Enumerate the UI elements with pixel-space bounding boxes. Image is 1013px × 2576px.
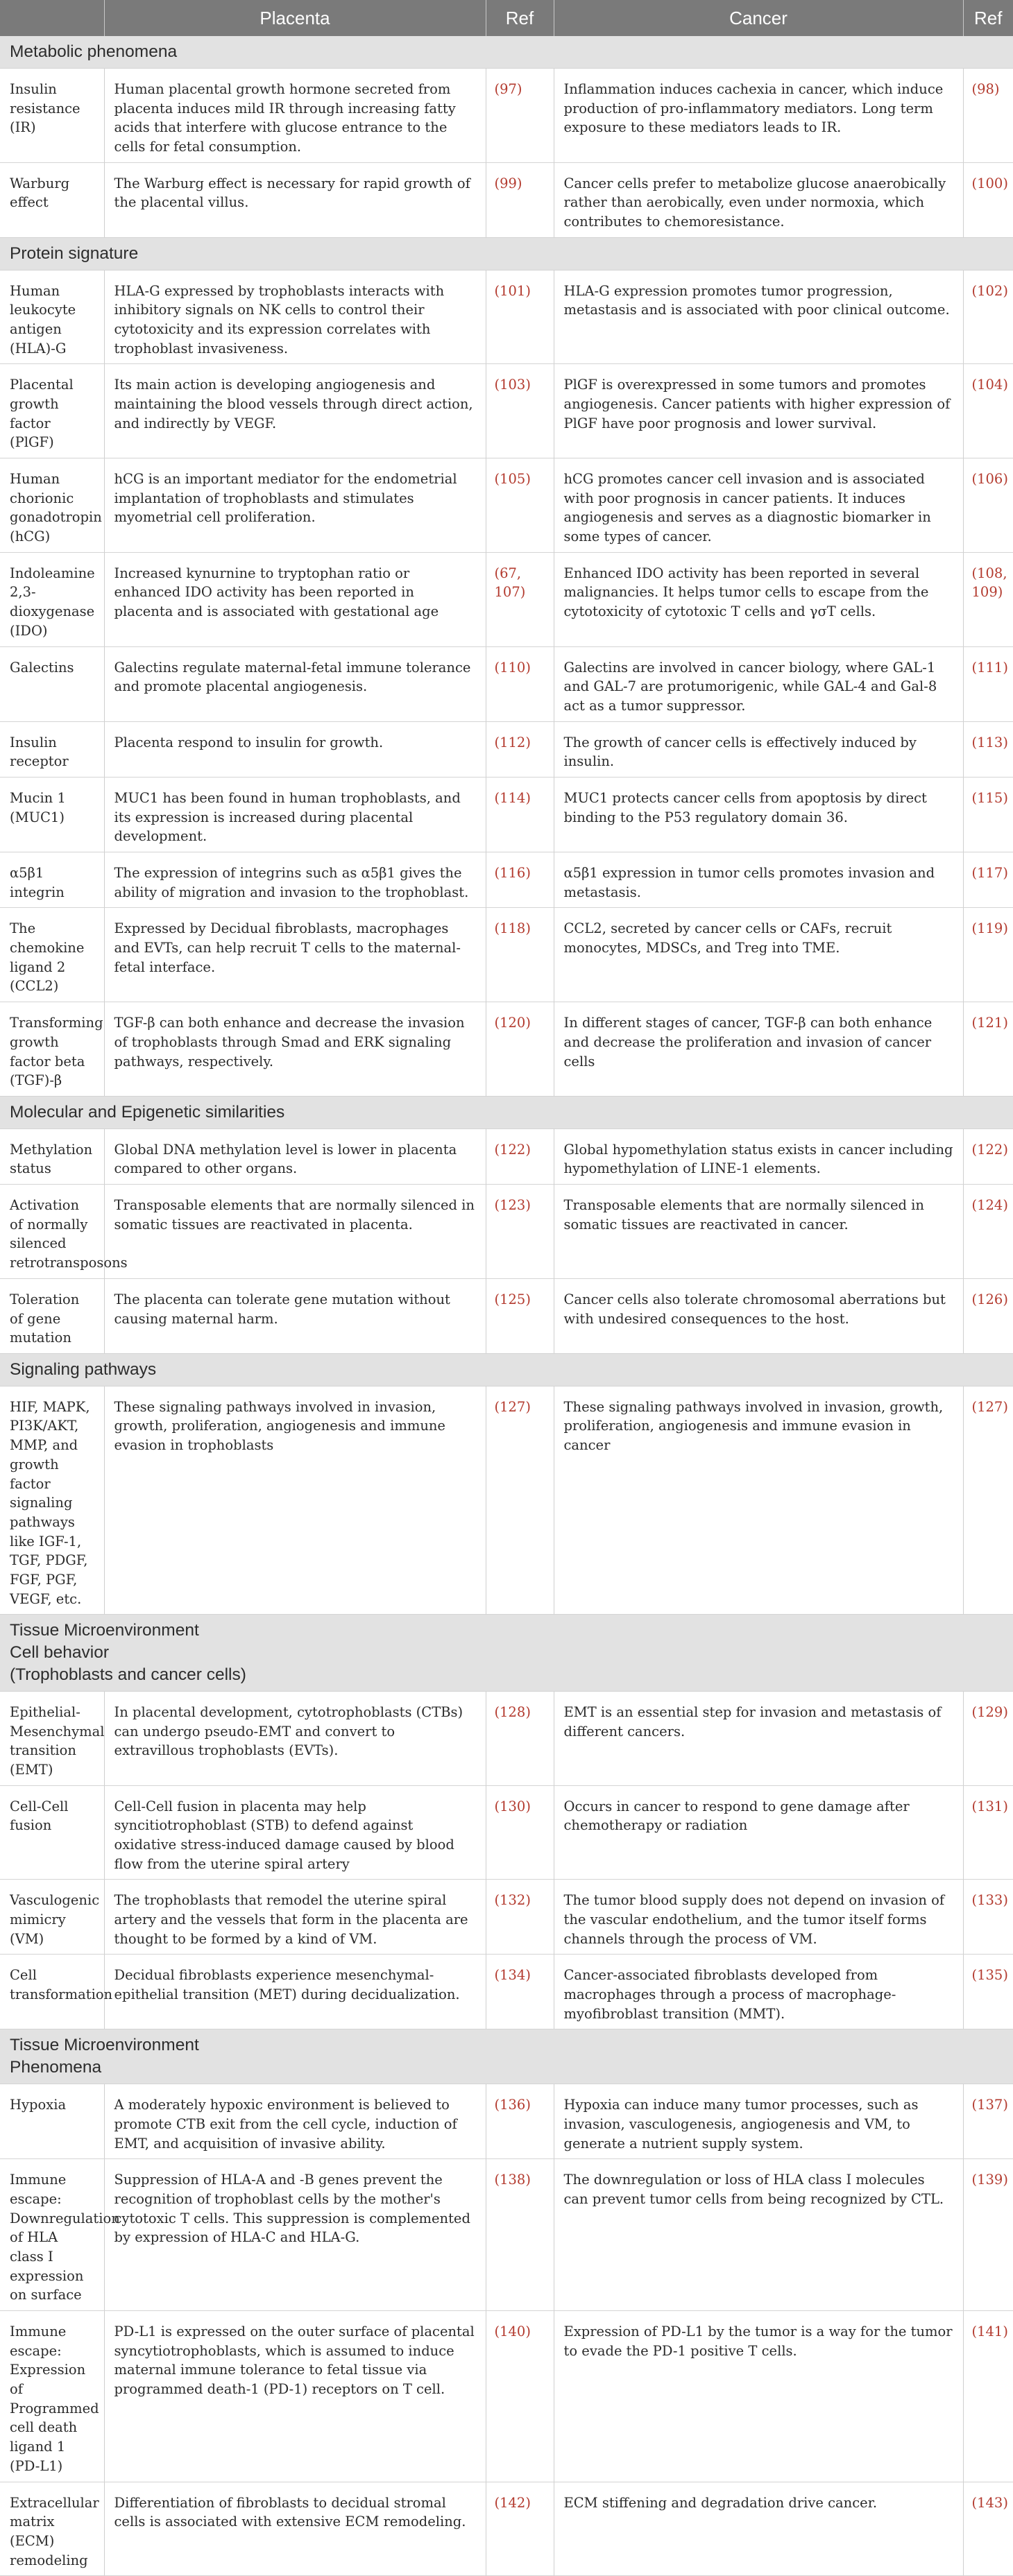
feature-cell: α5β1 integrin: [0, 852, 104, 908]
placenta-cell: The expression of integrins such as α5β1 gives the ability of migration and invasion to the trophoblast.: [104, 852, 486, 908]
feature-cell: Human chorionic gonadotropin (hCG): [0, 458, 104, 553]
cancer-cell: Cancer cells prefer to metabolize glucose anaerobically rather than aerobically, even under normoxia, which contributes to chemoresistance.: [554, 162, 963, 237]
cancer-ref-link[interactable]: (131): [963, 1785, 1013, 1880]
feature-cell: Epithelial-Mesenchymal transition (EMT): [0, 1691, 104, 1785]
cancer-cell: In different stages of cancer, TGF-β can both enhance and decrease the proliferation and invasion of cancer cells: [554, 1002, 963, 1097]
header-ref-placenta: Ref: [486, 0, 554, 36]
placenta-ref-link[interactable]: (67, 107): [486, 552, 554, 646]
cancer-ref-link[interactable]: (108, 109): [963, 552, 1013, 646]
section-title: Signaling pathways: [10, 1359, 157, 1379]
feature-cell: Warburg effect: [0, 162, 104, 237]
feature-cell: Placental growth factor (PlGF): [0, 364, 104, 458]
cancer-ref-link[interactable]: (129): [963, 1691, 1013, 1785]
placenta-cell: These signaling pathways involved in invasion, growth, proliferation, angiogenesis and immune evasion in trophoblasts: [104, 1386, 486, 1615]
header-cancer: Cancer: [554, 0, 963, 36]
cancer-cell: Expression of PD-L1 by the tumor is a way for the tumor to evade the PD-1 positive T cells.: [554, 2311, 963, 2482]
placenta-cell: Differentiation of fibroblasts to decidual stromal cells is associated with extensive ECM remodeling.: [104, 2482, 486, 2576]
placenta-ref-link[interactable]: (118): [486, 908, 554, 1002]
table-row: [0, 777, 1013, 852]
table-row: [0, 1128, 1013, 1184]
cancer-ref-link[interactable]: (124): [963, 1185, 1013, 1279]
feature-cell: HIF, MAPK, PI3K/AKT, MMP, and growth factor signaling pathways like IGF-1, TGF, PDGF, FGF, PGF, VEGF, etc.: [0, 1386, 104, 1615]
table-row: [0, 1185, 1013, 1279]
cancer-cell: ECM stiffening and degradation drive cancer.: [554, 2482, 963, 2576]
feature-cell: Cell-Cell fusion: [0, 1785, 104, 1880]
header-feature: [0, 0, 104, 36]
cancer-cell: PlGF is overexpressed in some tumors and promotes angiogenesis. Cancer patients with higher expression of PlGF have poor prognosis and lower survival.: [554, 364, 963, 458]
cancer-ref-link[interactable]: (139): [963, 2159, 1013, 2311]
placenta-cell: Decidual fibroblasts experience mesenchymal-epithelial transition (MET) during decidualization.: [104, 1955, 486, 2029]
feature-cell: Vasculogenic mimicry (VM): [0, 1880, 104, 1955]
cancer-ref-link[interactable]: (121): [963, 1002, 1013, 1097]
cancer-ref-link[interactable]: (113): [963, 721, 1013, 777]
cancer-ref-link[interactable]: (100): [963, 162, 1013, 237]
feature-cell: Immune escape: Expression of Programmed cell death ligand 1 (PD-L1): [0, 2311, 104, 2482]
section-header-row: [0, 237, 1013, 270]
cancer-cell: The downregulation or loss of HLA class I molecules can prevent tumor cells from being recognized by CTL.: [554, 2159, 963, 2311]
section-header-row: [0, 36, 1013, 68]
section-title-cell: [0, 36, 1013, 68]
feature-cell: Immune escape: Downregulation of HLA class I expression on surface: [0, 2159, 104, 2311]
cancer-ref-link[interactable]: (122): [963, 1128, 1013, 1184]
cancer-ref-link[interactable]: (133): [963, 1880, 1013, 1955]
feature-cell: Activation of normally silenced retrotransposons: [0, 1185, 104, 1279]
placenta-ref-link[interactable]: (132): [486, 1880, 554, 1955]
cancer-cell: These signaling pathways involved in invasion, growth, proliferation, angiogenesis and immune evasion in cancer: [554, 1386, 963, 1615]
feature-cell: Transforming growth factor beta (TGF)-β: [0, 1002, 104, 1097]
placenta-ref-link[interactable]: (114): [486, 777, 554, 852]
placenta-ref-link[interactable]: (142): [486, 2482, 554, 2576]
cancer-ref-link[interactable]: (115): [963, 777, 1013, 852]
cancer-cell: Hypoxia can induce many tumor processes, such as invasion, vasculogenesis, angiogenesis and VM, to generate a nutrient supply system.: [554, 2084, 963, 2159]
header-row: [0, 0, 1013, 36]
cancer-ref-link[interactable]: (127): [963, 1386, 1013, 1615]
cancer-cell: hCG promotes cancer cell invasion and is associated with poor prognosis in cancer patients. It induces angiogenesis and serves as a diagnostic biomarker in some types of cancer.: [554, 458, 963, 553]
cancer-ref-link[interactable]: (135): [963, 1955, 1013, 2029]
placenta-ref-link[interactable]: (122): [486, 1128, 554, 1184]
cancer-cell: α5β1 expression in tumor cells promotes invasion and metastasis.: [554, 852, 963, 908]
table-row: [0, 1955, 1013, 2029]
table-row: [0, 2159, 1013, 2311]
cancer-ref-link[interactable]: (102): [963, 270, 1013, 364]
section-title-cell: [0, 2029, 1013, 2084]
table-row: [0, 908, 1013, 1002]
table-row: [0, 458, 1013, 553]
placenta-cell: A moderately hypoxic environment is believed to promote CTB exit from the cell cycle, induction of EMT, and acquisition of invasive ability.: [104, 2084, 486, 2159]
placenta-cell: The placenta can tolerate gene mutation without causing maternal harm.: [104, 1278, 486, 1353]
section-title: Tissue Microenvironment Phenomena: [10, 2036, 199, 2077]
cancer-ref-link[interactable]: (141): [963, 2311, 1013, 2482]
cancer-cell: MUC1 protects cancer cells from apoptosis by direct binding to the P53 regulatory domain 36.: [554, 777, 963, 852]
placenta-ref-link[interactable]: (103): [486, 364, 554, 458]
table-body: [0, 36, 1013, 2576]
placenta-cell: Transposable elements that are normally silenced in somatic tissues are reactivated in placenta.: [104, 1185, 486, 1279]
feature-cell: Methylation status: [0, 1128, 104, 1184]
table-row: [0, 646, 1013, 721]
placenta-ref-link[interactable]: (97): [486, 68, 554, 162]
cancer-cell: The tumor blood supply does not depend on invasion of the vascular endothelium, and the tumor itself forms channels through the process of VM.: [554, 1880, 963, 1955]
placenta-ref-link[interactable]: (138): [486, 2159, 554, 2311]
placenta-cell: PD-L1 is expressed on the outer surface of placental syncytiotrophoblasts, which is assumed to induce maternal immune tolerance to fetal tissue via programmed death-1 (PD-1) receptors on T cell.: [104, 2311, 486, 2482]
feature-cell: The chemokine ligand 2 (CCL2): [0, 908, 104, 1002]
cancer-cell: Enhanced IDO activity has been reported in several malignancies. It helps tumor cells to escape from the cytotoxicity of cytotoxic T cells and γσT cells.: [554, 552, 963, 646]
cancer-cell: Global hypomethylation status exists in cancer including hypomethylation of LINE-1 elements.: [554, 1128, 963, 1184]
table-row: [0, 2084, 1013, 2159]
placenta-cell: TGF-β can both enhance and decrease the invasion of trophoblasts through Smad and ERK signaling pathways, respectively.: [104, 1002, 486, 1097]
header-ref-cancer: Ref: [963, 0, 1013, 36]
cancer-cell: Inflammation induces cachexia in cancer, which induce production of pro-inflammatory mediators. Long term exposure to these mediators leads to IR.: [554, 68, 963, 162]
feature-cell: Hypoxia: [0, 2084, 104, 2159]
feature-cell: Galectins: [0, 646, 104, 721]
cancer-cell: Cancer cells also tolerate chromosomal aberrations but with undesired consequences to the host.: [554, 1278, 963, 1353]
table-row: [0, 2311, 1013, 2482]
section-title: Molecular and Epigenetic similarities: [10, 1102, 285, 1122]
section-title-cell: [0, 1615, 1013, 1692]
table-row: [0, 68, 1013, 162]
feature-cell: Cell transformation: [0, 1955, 104, 2029]
placenta-cell: The trophoblasts that remodel the uterine spiral artery and the vessels that form in the placenta are thought to be formed by a kind of VM.: [104, 1880, 486, 1955]
cancer-ref-link[interactable]: (104): [963, 364, 1013, 458]
feature-cell: Insulin resistance (IR): [0, 68, 104, 162]
table-row: [0, 1278, 1013, 1353]
placenta-cell: Placenta respond to insulin for growth.: [104, 721, 486, 777]
cancer-cell: Occurs in cancer to respond to gene damage after chemotherapy or radiation: [554, 1785, 963, 1880]
cancer-ref-link[interactable]: (137): [963, 2084, 1013, 2159]
header-placenta: Placenta: [104, 0, 486, 36]
section-title: Metabolic phenomena: [10, 42, 178, 61]
placenta-ref-link[interactable]: (134): [486, 1955, 554, 2029]
cancer-ref-link[interactable]: (111): [963, 646, 1013, 721]
feature-cell: Indoleamine 2,3-dioxygenase (IDO): [0, 552, 104, 646]
placenta-cell: The Warburg effect is necessary for rapid growth of the placental villus.: [104, 162, 486, 237]
cancer-cell: The growth of cancer cells is effectively induced by insulin.: [554, 721, 963, 777]
placenta-ref-link[interactable]: (112): [486, 721, 554, 777]
table-row: [0, 852, 1013, 908]
section-header-row: [0, 1353, 1013, 1386]
section-title: Tissue Microenvironment Cell behavior (Trophoblasts and cancer cells): [10, 1621, 246, 1684]
table-row: [0, 1880, 1013, 1955]
section-title-cell: [0, 1353, 1013, 1386]
placenta-ref-link[interactable]: (140): [486, 2311, 554, 2482]
placenta-cell: Suppression of HLA-A and -B genes prevent the recognition of trophoblast cells by the mother's cytotoxic T cells. This suppression is complemented by expression of HLA-C and HLA-G.: [104, 2159, 486, 2311]
table-row: [0, 364, 1013, 458]
feature-cell: Mucin 1 (MUC1): [0, 777, 104, 852]
placenta-ref-link[interactable]: (101): [486, 270, 554, 364]
cancer-ref-link[interactable]: (119): [963, 908, 1013, 1002]
cancer-cell: Galectins are involved in cancer biology, where GAL-1 and GAL-7 are protumorigenic, while GAL-4 and Gal-8 act as a tumor suppressor.: [554, 646, 963, 721]
placenta-ref-link[interactable]: (110): [486, 646, 554, 721]
cancer-cell: HLA-G expression promotes tumor progression, metastasis and is associated with poor clinical outcome.: [554, 270, 963, 364]
placenta-ref-link[interactable]: (130): [486, 1785, 554, 1880]
placenta-ref-link[interactable]: (127): [486, 1386, 554, 1615]
placenta-ref-link[interactable]: (136): [486, 2084, 554, 2159]
placenta-ref-link[interactable]: (125): [486, 1278, 554, 1353]
placenta-cell: In placental development, cytotrophoblasts (CTBs) can undergo pseudo-EMT and convert to extravillous trophoblasts (EVTs).: [104, 1691, 486, 1785]
cancer-ref-link[interactable]: (143): [963, 2482, 1013, 2576]
cancer-cell: Transposable elements that are normally silenced in somatic tissues are reactivated in cancer.: [554, 1185, 963, 1279]
placenta-cell: Cell-Cell fusion in placenta may help syncitiotrophoblast (STB) to defend against oxidative stress-induced damage caused by blood flow from the uterine spiral artery: [104, 1785, 486, 1880]
section-title-cell: [0, 237, 1013, 270]
placenta-ref-link[interactable]: (99): [486, 162, 554, 237]
table-row: [0, 1785, 1013, 1880]
placenta-ref-link[interactable]: (120): [486, 1002, 554, 1097]
feature-cell: Extracellular matrix (ECM) remodeling: [0, 2482, 104, 2576]
table-row: [0, 1386, 1013, 1615]
placenta-ref-link[interactable]: (105): [486, 458, 554, 553]
table-row: [0, 552, 1013, 646]
placenta-cell: Increased kynurnine to tryptophan ratio or enhanced IDO activity has been reported in placenta and is associated with gestational age: [104, 552, 486, 646]
table-row: [0, 2482, 1013, 2576]
cancer-ref-link[interactable]: (117): [963, 852, 1013, 908]
placenta-cell: MUC1 has been found in human trophoblasts, and its expression is increased during placental development.: [104, 777, 486, 852]
section-title-cell: [0, 1096, 1013, 1128]
cancer-ref-link[interactable]: (98): [963, 68, 1013, 162]
placenta-ref-link[interactable]: (116): [486, 852, 554, 908]
section-header-row: [0, 1615, 1013, 1692]
table-row: [0, 162, 1013, 237]
placenta-cell: Expressed by Decidual fibroblasts, macrophages and EVTs, can help recruit T cells to the maternal-fetal interface.: [104, 908, 486, 1002]
section-header-row: [0, 2029, 1013, 2084]
cancer-cell: CCL2, secreted by cancer cells or CAFs, recruit monocytes, MDSCs, and Treg into TME.: [554, 908, 963, 1002]
table-row: [0, 1691, 1013, 1785]
placenta-cell: HLA-G expressed by trophoblasts interacts with inhibitory signals on NK cells to control their cytotoxicity and its expression correlates with trophoblast invasiveness.: [104, 270, 486, 364]
table-row: [0, 1002, 1013, 1097]
section-title: Protein signature: [10, 243, 139, 263]
feature-cell: Insulin receptor: [0, 721, 104, 777]
table-row: [0, 270, 1013, 364]
placenta-cell: Galectins regulate maternal-fetal immune tolerance and promote placental angiogenesis.: [104, 646, 486, 721]
cancer-ref-link[interactable]: (106): [963, 458, 1013, 553]
cancer-cell: Cancer-associated fibroblasts developed from macrophages through a process of macrophage-myofibroblast transition (MMT).: [554, 1955, 963, 2029]
placenta-cell: hCG is an important mediator for the endometrial implantation of trophoblasts and stimulates myometrial cell proliferation.: [104, 458, 486, 553]
placenta-cell: Global DNA methylation level is lower in placenta compared to other organs.: [104, 1128, 486, 1184]
cancer-ref-link[interactable]: (126): [963, 1278, 1013, 1353]
feature-cell: Toleration of gene mutation: [0, 1278, 104, 1353]
feature-cell: Human leukocyte antigen (HLA)-G: [0, 270, 104, 364]
section-header-row: [0, 1096, 1013, 1128]
placenta-ref-link[interactable]: (123): [486, 1185, 554, 1279]
placenta-ref-link[interactable]: (128): [486, 1691, 554, 1785]
table-row: [0, 721, 1013, 777]
placenta-cell: Its main action is developing angiogenesis and maintaining the blood vessels through direct action, and indirectly by VEGF.: [104, 364, 486, 458]
placenta-cell: Human placental growth hormone secreted from placenta induces mild IR through increasing fatty acids that interfere with glucose entrance to the cells for fetal consumption.: [104, 68, 486, 162]
cancer-cell: EMT is an essential step for invasion and metastasis of different cancers.: [554, 1691, 963, 1785]
